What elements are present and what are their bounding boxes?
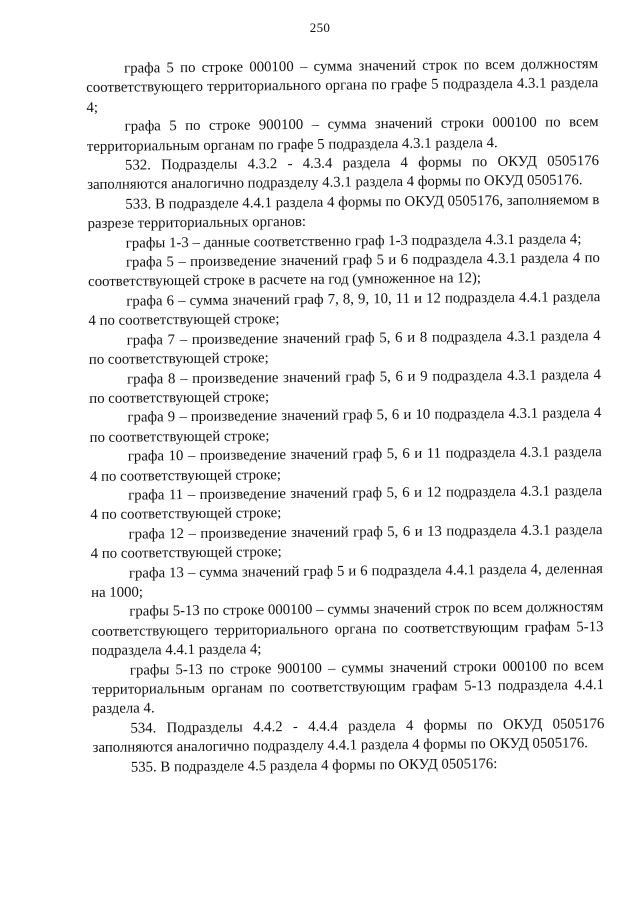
paragraph: 532. Подразделы 4.3.2 - 4.3.4 раздела 4 формы по ОКУД 0505176 заполняются аналогично подразделу 4.3.1 раздела 4 формы по ОКУД 0505176. — [87, 153, 600, 194]
page-number: 250 — [309, 20, 331, 35]
paragraph: 533. В подразделе 4.4.1 раздела 4 формы по ОКУД 0505176, заполняемом в разрезе территориальных органов: — [87, 191, 600, 233]
paragraph: графа 8 – произведение значений граф 5, 6 и 9 подраздела 4.3.1 раздела 4 по соответствующей строке; — [89, 366, 602, 407]
paragraph: графа 10 – произведение значений граф 5, 6 и 11 подраздела 4.3.1 раздела 4 по соответствующей строке; — [89, 444, 602, 485]
paragraph: 534. Подразделы 4.4.2 - 4.4.4 раздела 4 формы по ОКУД 0505176 заполняются аналогично подразделу 4.4.1 раздела 4 формы по ОКУД 0505176. — [92, 715, 605, 757]
paragraph: графы 5-13 по строке 900100 – суммы значений строки 000100 по всем территориальным органам по соответствующим графам 5-13 подраздела 4.4.1 раздела 4. — [91, 657, 605, 718]
paragraph: графа 5 – произведение значений граф 5 и 6 подраздела 4.3.1 раздела 4 по соответствующей строке в расчете на год (умноженное на 12); — [88, 250, 601, 291]
document-body — [86, 55, 605, 778]
paragraph: графа 9 – произведение значений граф 5, 6 и 10 подраздела 4.3.1 раздела 4 по соответствующей строке; — [89, 405, 602, 446]
paragraph: графа 5 по строке 900100 – сумма значений строки 000100 по всем территориальным органам по графе 5 подраздела 4.3.1 раздела 4. — [86, 114, 599, 155]
paragraph: графа 11 – произведение значений граф 5, 6 и 12 подраздела 4.3.1 раздела 4 по соответствующей строке; — [90, 483, 603, 524]
paragraph: графа 6 – сумма значений граф 7, 8, 9, 10, 11 и 12 подраздела 4.4.1 раздела 4 по соответствующей строке; — [88, 288, 601, 330]
paragraph: графа 13 – сумма значений граф 5 и 6 подраздела 4.4.1 раздела 4, деленная на 1000; — [91, 560, 603, 601]
paragraph: графа 5 по строке 000100 – сумма значений строк по всем должностям соответствующего территориального органа по графе 5 подраздела 4.3.1 раздела 4; — [86, 56, 599, 116]
paragraph: 535. В подразделе 4.5 раздела 4 формы по ОКУД 0505176: — [130, 755, 498, 776]
paragraph: графы 5-13 по строке 000100 – суммы значений строк по всем должностям соответствующего территориального органа по соответствующим графам 5-13 подраздела 4.4.1 раздела 4; — [91, 599, 604, 660]
paragraph: графы 1-3 – данные соответственно граф 1-3 подраздела 4.3.1 раздела 4; — [125, 230, 582, 252]
paragraph: графа 7 – произведение значений граф 5, 6 и 8 подраздела 4.3.1 раздела 4 по соответствующей строке; — [88, 327, 601, 369]
paragraph: графа 12 – произведение значений граф 5, 6 и 13 подраздела 4.3.1 раздела 4 по соответствующей строке; — [90, 521, 603, 563]
